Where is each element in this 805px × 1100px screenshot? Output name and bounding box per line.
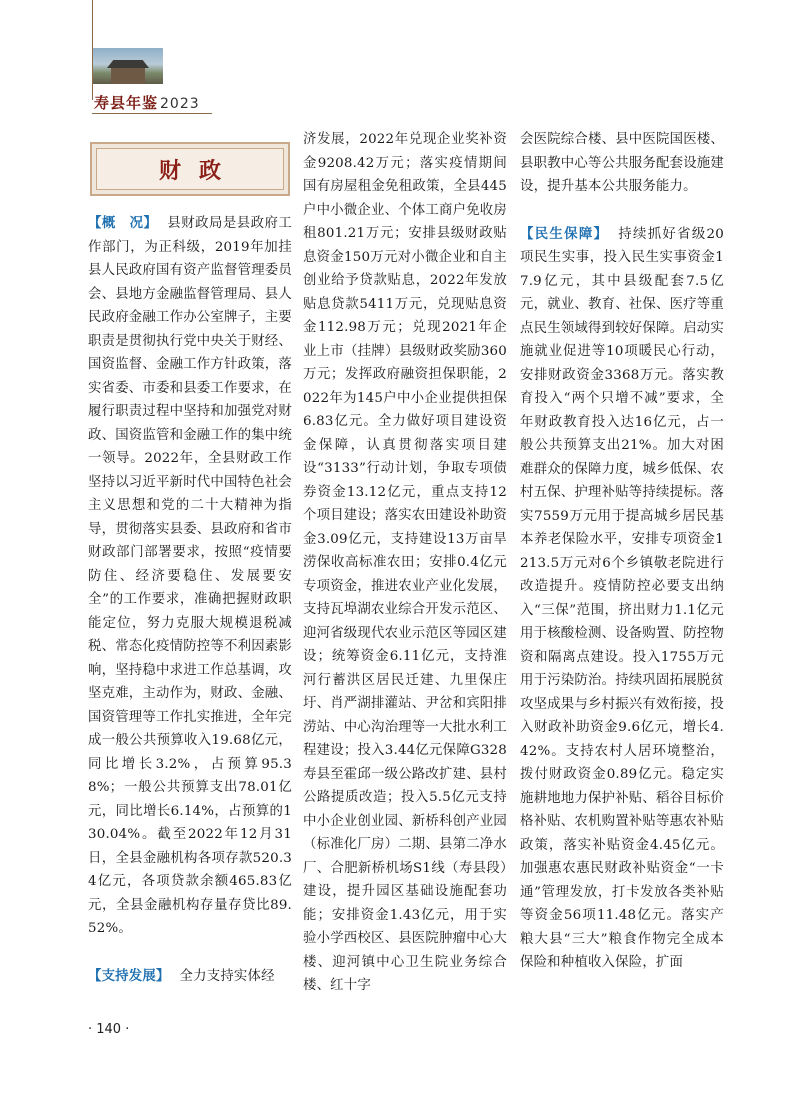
overview-text: 县财政局是县政府工作部门，为正科级，2019年加挂县人民政府国有资产监督管理委员会、县地方金融监督管理局、县人民政府金融工作办公室牌子，主要职责是贯彻执行党中央关于财经、国资监督、金融工作方针政策，落实省委、市委和县委工作要求，在履行职责过程中坚持和加强党对财政、国资监管和金融工作的集中统一领导。2022年，全县财政工作坚持以习近平新时代中国特色社会主义思想和党的二十大精神为指导，贯彻落实县委、县政府和省市财政部门部署要求，按照“疫情要防住、经济要稳住、发展要安全”的工作要求，准确把握财政职能定位，努力克服大规模退税减税、常态化疫情防控等不利因素影响，坚持稳中求进工作总基调，攻坚克难，主动作为，财政、金融、国资管理等工作扎实推进，全年完成一般公共预算收入19.68亿元，同比增长3.2%，占预算95.38%；一般公共预算支出78.01亿元，同比增长6.14%，占预算的130.04%。截至2022年12月31日，全县金融机构各项存款520.34亿元，各项贷款余额465.83亿元，全县金融机构存量存贷比89.52%。 (88, 216, 292, 936)
section-title: 财政 (158, 157, 239, 184)
header-photo (93, 48, 163, 84)
support-paragraph-end (520, 128, 724, 199)
book-year: 2023 (160, 96, 200, 112)
support-label: 【支持发展】 (88, 967, 170, 984)
support-text-col1: 全力支持实体经 (179, 968, 275, 984)
section-title-box (90, 142, 290, 196)
overview-label: 【概 况】 (88, 215, 158, 231)
livelihood-label: 【民生保障】 (520, 225, 609, 242)
livelihood-text: 持续抓好省级20项民生实事，投入民生实事资金17.9亿元，其中县级配套7.5亿元，就业、教育、社保、医疗等重点民生领域得到较好保障。启动实施就业促进等10项暖民心行动，安排财政资金3368万元。落实教育投入“两个只增不减”要求，全年财政教育投入达16亿元，占一般公共预算支出21%。加大对困难群众的保障力度，城乡低保、农村五保、护理补贴等持续提标。落实7559万元用于提高城乡居民基本养老保险水平，安排专项资金1213.5万元对6个乡镇敬老院进行改造提升。疫情防控必要支出纳入“三保”范围，挤出财力1.1亿元用于核酸检测、设备购置、防控物资和隔离点建设。投入1755万元用于污染防治。持续巩固拓展脱贫攻坚成果与乡村振兴有效衔接，投入财政补助资金9.6亿元，增长4.42%。支持农村人居环境整治，拨付财政资金0.89亿元。稳定实施耕地地力保护补贴、稻谷目标价格补贴、农机购置补贴等惠农补贴政策，落实补贴资金4.45亿元。加强惠农惠民财政补贴资金“一卡通”管理发放，打卡发放各类补贴等资金56项11.48亿元。落实产粮大县“三大”粮食作物完全成本保险和种植收入保险，扩面 (520, 226, 724, 970)
header-title (94, 92, 200, 113)
livelihood-paragraph (520, 223, 724, 975)
overview-paragraph (88, 212, 292, 941)
support-paragraph-continued (303, 128, 507, 998)
support-paragraph-start (88, 965, 292, 989)
support-text-col3: 会医院综合楼、县中医院国医楼、县职教中心等公共服务配套设施建设，提升基本公共服务能力。 (520, 132, 724, 194)
page-number: · 140 · (88, 1022, 130, 1037)
column-1 (88, 212, 292, 988)
column-2 (303, 128, 507, 998)
book-title: 寿县年鉴 (94, 94, 159, 112)
support-text-col2: 济发展，2022年兑现企业奖补资金9208.42万元；落实疫情期间国有房屋租金免租政策，全县445户中小微企业、个体工商户免收房租801.21万元；安排县级财政贴息资金150万元对小微企业和自主创业给予贷款贴息，2022年发放贴息贷款5411万元，兑现贴息资金112.98万元；兑现2021年企业上市（挂牌）县级财政奖励360万元；发挥政府融资担保职能，2022年为145户中小企业提供担保6.83亿元。全力做好项目建设资金保障，认真贯彻落实项目建设“3133”行动计划，争取专项债券资金13.12亿元，重点支持12个项目建设；落实农田建设补助资金3.09亿元，支持建设13万亩旱涝保收高标准农田；安排0.4亿元专项资金，推进农业产业化发展，支持瓦埠湖农业综合开发示范区、迎河省级现代农业示范区等园区建设；统筹资金6.11亿元，支持淮河行蓄洪区居民迁建、九里保庄圩、肖严湖排灌站、尹岔和宾阳排涝站、中心沟治理等一大批水利工程建设；投入3.44亿元保障G328寿县至霍邱一级公路改扩建、县村公路提质改造；投入5.5亿元支持中小企业创业园、新桥科创产业园（标准化厂房）二期、县第二净水厂、合肥新桥机场S1线（寿县段）建设，提升园区基础设施配套功能；安排资金1.43亿元，用于实验小学西校区、县医院肿瘤中心大楼、迎河镇中心卫生院业务综合楼、红十字 (303, 132, 507, 993)
column-3 (520, 128, 724, 975)
header-horizontal-rule (92, 113, 212, 114)
